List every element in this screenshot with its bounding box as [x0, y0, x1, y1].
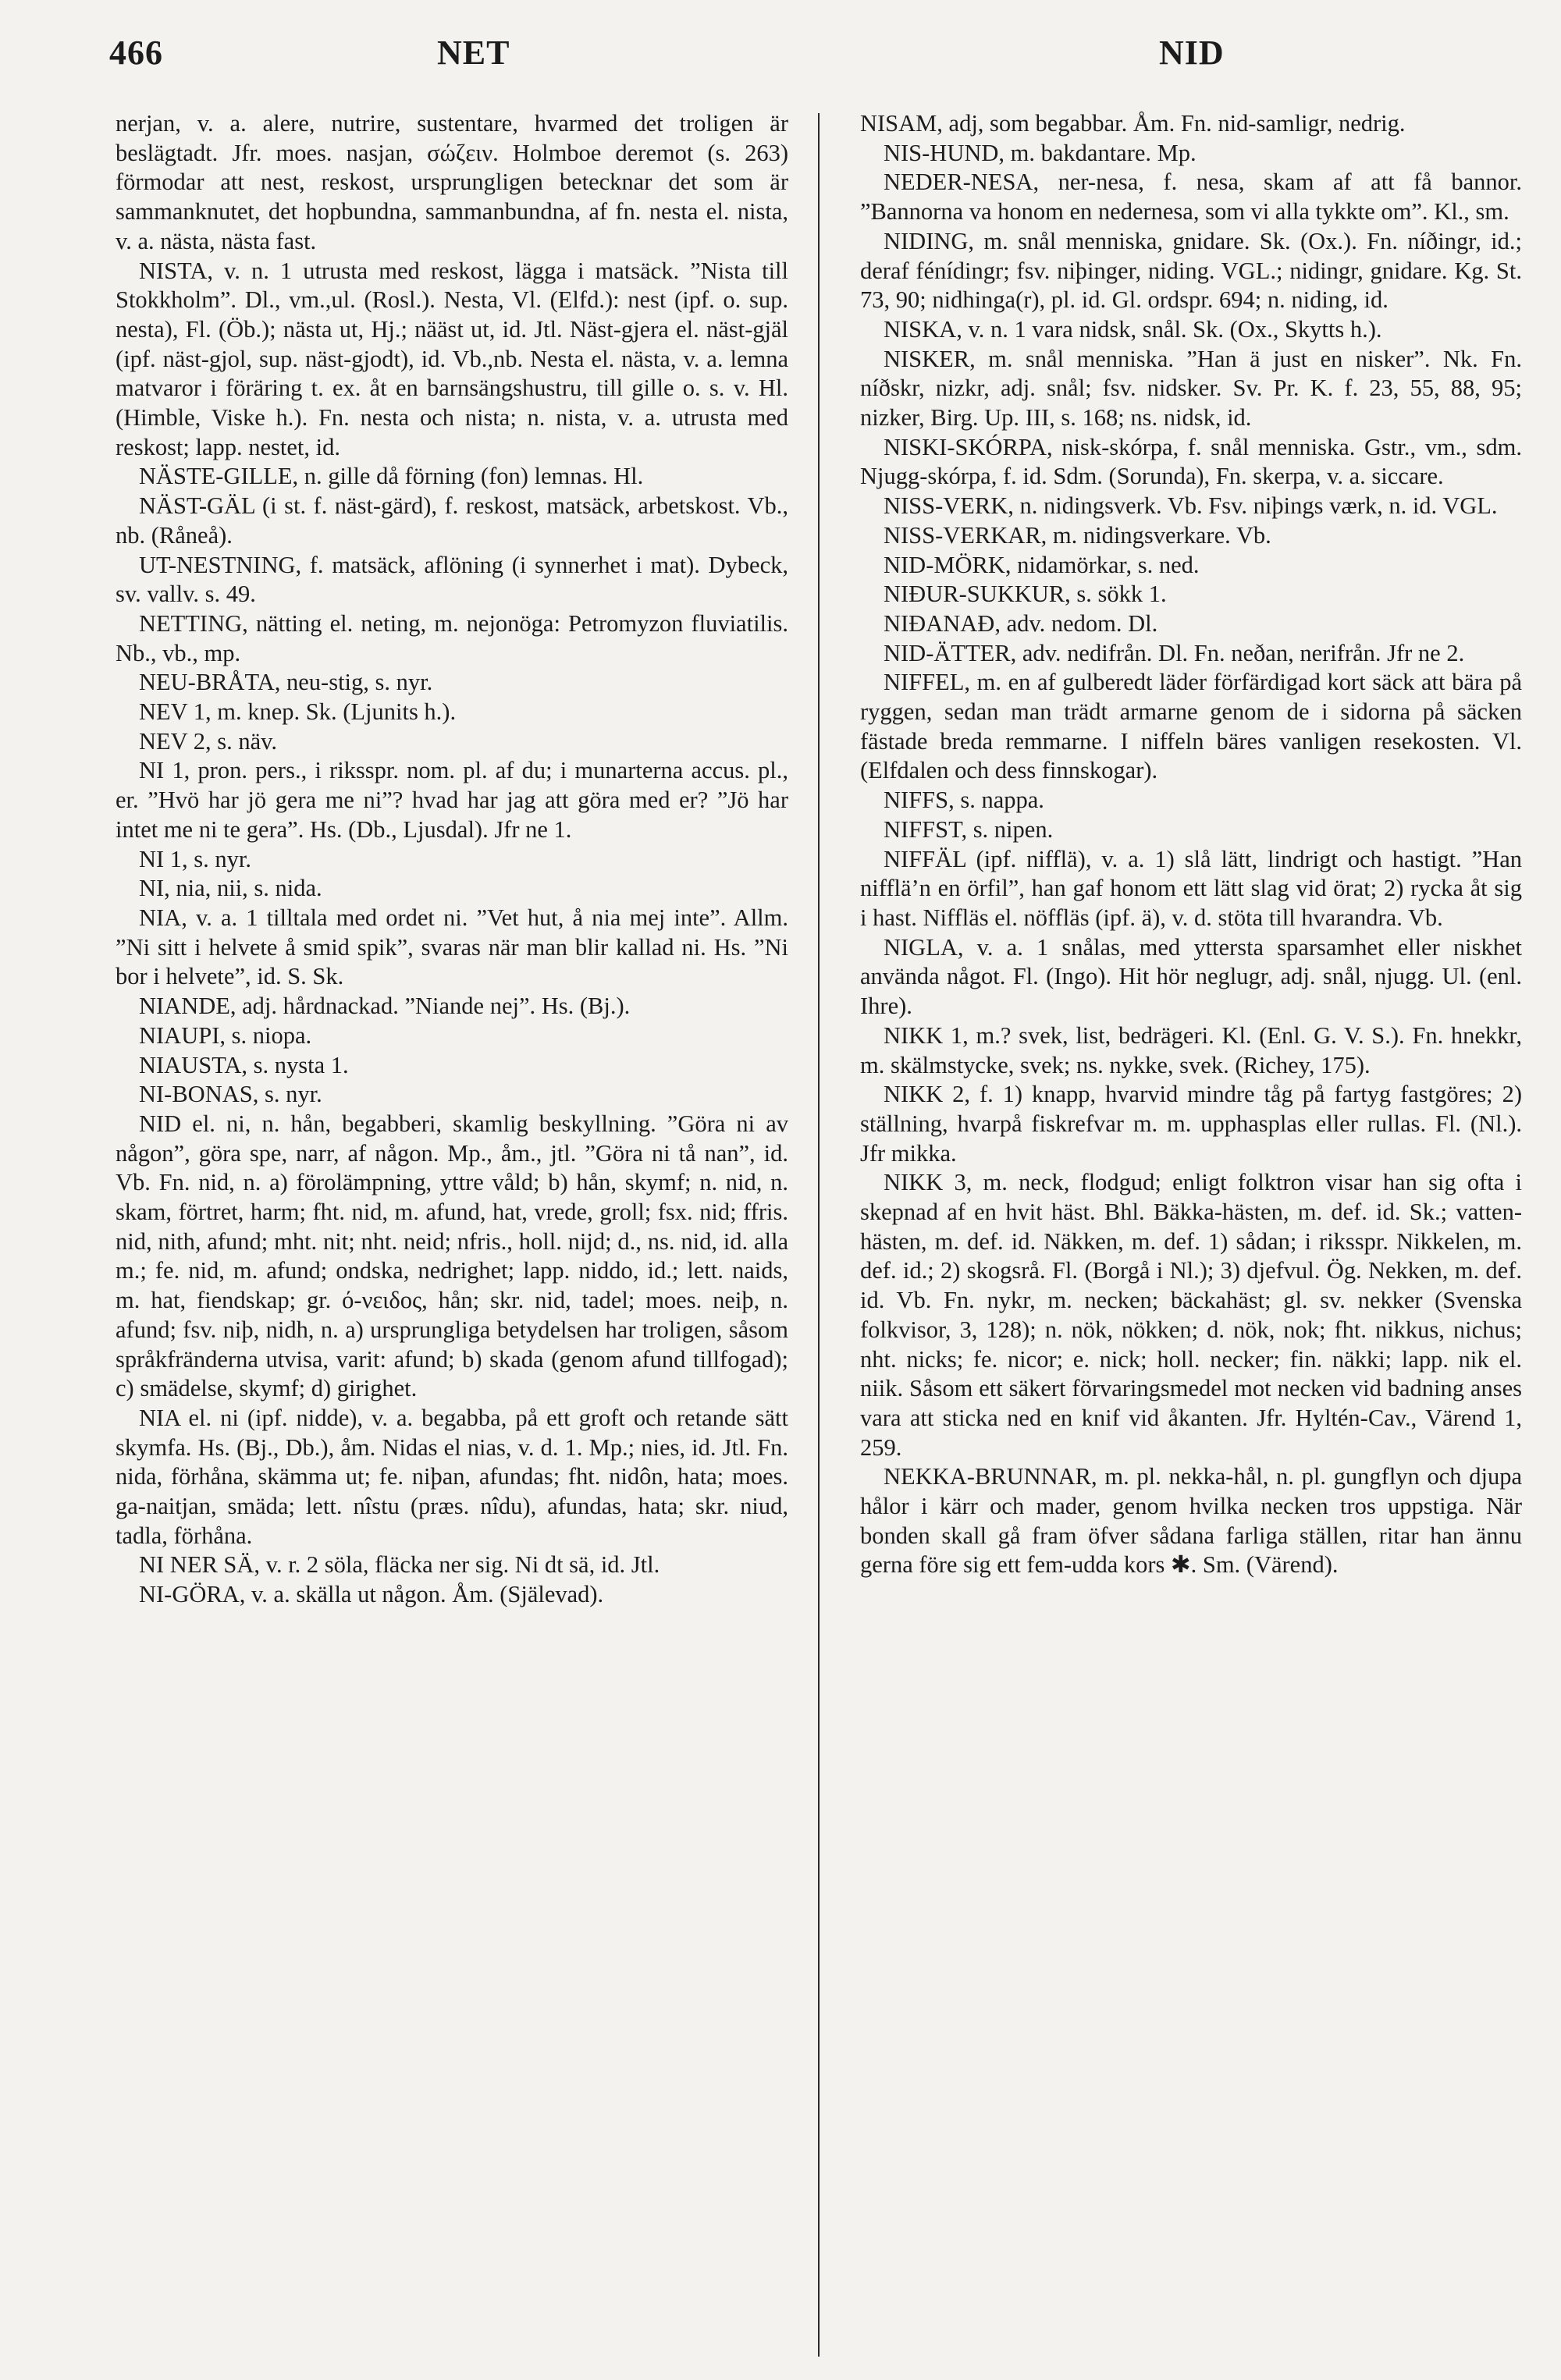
dictionary-entry: NI 1, pron. pers., i riksspr. nom. pl. af du; i munarterna accus. pl., er. ”Hvö har jö gera me ni”? hvad har jag att göra med er? ”Jö har intet me ni te gera”. Hs. (Db., Ljusdal). Jfr ne 1.: [116, 757, 788, 843]
dictionary-entry: NI 1, s. nyr.: [139, 845, 252, 872]
dictionary-entry: NI-GÖRA, v. a. skälla ut någon. Åm. (Själevad).: [139, 1581, 604, 1608]
dictionary-entry: NIFFST, s. nipen.: [884, 815, 1054, 843]
dictionary-entry: NID-MÖRK, nidamörkar, s. ned.: [884, 551, 1200, 578]
dictionary-entry: NETTING, nätting el. neting, m. nejonöga: Petromyzon fluviatilis. Nb., vb., mp.: [116, 609, 788, 666]
dictionary-entry: NIA el. ni (ipf. nidde), v. a. begabba, på ett groft och retande sätt skymfa. Hs. (Bj., Db.), åm. Nidas el nias, v. d. 1. Mp.; nies, id. Jtl. Fn. nida, förhåna, skämma ut; fe. niþan, afundas; fht. nidôn, hata; moes. ga-naitjan, smäda; lett. nîstu (præs. nîdu), afundas, hata; skr. niud, tadla, förhåna.: [116, 1404, 788, 1549]
left-column: [116, 109, 788, 1610]
dictionary-entry: NISKER, m. snål menniska. ”Han ä just en nisker”. Nk. Fn. níðskr, nizkr, adj. snål; fsv. nidsker. Sv. Pr. K. f. 23, 55, 88, 95; nizker, Birg. Up. III, s. 168; ns. nidsk, id.: [860, 345, 1522, 432]
dictionary-entry: NEKKA-BRUNNAR, m. pl. nekka-hål, n. pl. gungflyn och djupa hålor i kärr och mader, genom hvilka necken tros uppstiga. När bonden skall gå fram öfver sådana farliga ställen, ritar han ännu gerna före sig ett fem-udda kors ✱. Sm. (Värend).: [860, 1463, 1522, 1579]
dictionary-entry: NISAM, adj, som begabbar. Åm. Fn. nid-samligr, nedrig.: [860, 110, 1406, 137]
dictionary-entry: NID-ÄTTER, adv. nedifrån. Dl. Fn. neðan, nerifrån. Jfr ne 2.: [884, 639, 1465, 666]
dictionary-entry: NIKK 3, m. neck, flodgud; enligt folktron visar han sig ofta i skepnad af en hvit häst. Bhl. Bäkka-hästen, m. def. id. Sk.; vatten-hästen, m. def. id. Näkken, m. def. 1) sådan; i riksspr. Nikkelen, m. def. id.; 2) skogsrå. Fl. (Borgå i Nl.); 3) djefvul. Ög. Nekken, m. def. id. Vb. Fn. nykr, m. necken; bäckahäst; gl. sv. nekker (Svenska folkvisor, 3, 128); n. nök, nökken; d. nök, nok; fht. nikkus, nichus; nht. nicks; fe. nicor; e. nick; holl. necker; fin. näkki; lapp. nik el. niik. Såsom ett säkert förvaringsmedel mot necken vid badning anses vara att sticka ned en knif vid åkanten. Jfr. Hyltén-Cav., Värend 1, 259.: [860, 1169, 1522, 1461]
dictionary-entry: NIFFEL, m. en af gulberedt läder förfärdigad kort säck att bära på ryggen, sedan man trädt armarne genom de i sidorna på säcken fästade breda remmarne. I niffeln bäres vanligen resekosten. Vl. (Elfdalen och dess finnskogar).: [860, 669, 1522, 784]
left-running-head: NET: [437, 34, 510, 72]
dictionary-entry: NIKK 1, m.? svek, list, bedrägeri. Kl. (Enl. G. V. S.). Fn. hnekkr, m. skälmstycke, svek; ns. nykke, svek. (Richey, 175).: [860, 1021, 1522, 1078]
dictionary-entry: NIÐUR-SUKKUR, s. sökk 1.: [884, 581, 1167, 608]
dictionary-entry: NEDER-NESA, ner-nesa, f. nesa, skam af att få bannor. ”Bannorna va honom en nedernesa, som vi alla tykkte om”. Kl., sm.: [860, 169, 1522, 226]
dictionary-entry: NIKK 2, f. 1) knapp, hvarvid mindre tåg på fartyg fastgöres; 2) ställning, hvarpå fiskrefvar m. m. upphasplas eller rullas. Fl. (Nl.). Jfr mikka.: [860, 1081, 1522, 1167]
dictionary-entry: NISS-VERK, n. nidingsverk. Vb. Fsv. niþings værk, n. id. VGL.: [884, 492, 1498, 520]
dictionary-entry: NISTA, v. n. 1 utrusta med reskost, lägga i matsäck. ”Nista till Stokkholm”. Dl., vm.,ul. (Rosl.). Nesta, Vl. (Elfd.): nest (ipf. o. sup. nesta), Fl. (Öb.); nästa ut, Hj.; nääst ut, id. Jtl. Näst-gjera el. näst-gjäl (ipf. näst-gjol, sup. näst-gjodt), id. Vb.,nb. Nesta el. nästa, v. a. lemna matvaror i föräring t. ex. åt en barnsängshustru, till gille o. s. v. Hl. (Himble, Viske h.). Fn. nesta och nista; n. nista, v. a. utrusta med reskost; lapp. nestet, id.: [116, 257, 788, 460]
dictionary-entry: NIS-HUND, m. bakdantare. Mp.: [884, 139, 1197, 166]
column-divider: [818, 113, 820, 2357]
dictionary-entry: UT-NESTNING, f. matsäck, aflöning (i synnerhet i mat). Dybeck, sv. vallv. s. 49.: [116, 551, 788, 608]
page-number: 466: [109, 34, 163, 72]
dictionary-entry: NÄSTE-GILLE, n. gille då förning (fon) lemnas. Hl.: [139, 463, 644, 490]
dictionary-entry: NIDING, m. snål menniska, gnidare. Sk. (Ox.). Fn. níðingr, id.; deraf fénídingr; fsv. niþinger, niding. VGL.; nidingr, gnidare. Kg. St. 73, 90; nidhinga(r), pl. id. Gl. ordspr. 694; n. niding, id.: [860, 227, 1522, 314]
dictionary-entry: NIAUSTA, s. nysta 1.: [139, 1051, 349, 1078]
dictionary-entry: NIFFÄL (ipf. nifflä), v. a. 1) slå lätt, lindrigt och hastigt. ”Han nifflä’n en örfil”, han gaf honom ett lätt slag vid örat; 2) rycka åt sig i hast. Niffläs el. nöffläs (ipf. ä), v. d. stöta till hvarandra. Vb.: [860, 845, 1522, 931]
dictionary-entry: NISKI-SKÓRPA, nisk-skórpa, f. snål menniska. Gstr., vm., sdm. Njugg-skórpa, f. id. Sdm. (Sorunda), Fn. skerpa, v. a. siccare.: [860, 433, 1522, 490]
dictionary-entry: NI NER SÄ, v. r. 2 söla, fläcka ner sig. Ni dt sä, id. Jtl.: [139, 1551, 660, 1579]
dictionary-entry: NIAUPI, s. niopa.: [139, 1021, 312, 1049]
dictionary-entry: NI, nia, nii, s. nida.: [139, 875, 322, 902]
dictionary-entry: NÄST-GÄL (i st. f. näst-gärd), f. reskost, matsäck, arbetskost. Vb., nb. (Råneå).: [116, 492, 788, 549]
dictionary-entry: NEV 2, s. näv.: [139, 727, 278, 755]
dictionary-entry: NEU-BRÅTA, neu-stig, s. nyr.: [139, 669, 433, 696]
dictionary-entry: NI-BONAS, s. nyr.: [139, 1081, 322, 1108]
dictionary-entry: NID el. ni, n. hån, begabberi, skamlig beskyllning. ”Göra ni av någon”, göra spe, narr, af någon. Mp., åm., jtl. ”Göra ni tå nan”, id. Vb. Fn. nid, n. a) förolämpning, yttre våld; b) hån, skymf; n. nid, n. skam, förtret, harm; fht. nid, m. afund, hat, vrede, groll; fsx. nid; ffris. nid, nith, afund; mht. nit; nht. neid; nfris., holl. nijd; d., ns. nid, id. alla m.; fe. nid, m. afund; ondska, nedrighet; lapp. niddo, id.; lett. naids, m. hat, fiendskap; gr. ό-νειδος, hån; skr. nid, tadel; moes. neiþ, n. afund; fsv. niþ, nidh, n. a) ursprungliga betydelsen har troligen, såsom språkfränderna utvisa, varit: afund; b) skada (genom afund tillfogad); c) smädelse, skymf; d) girighet.: [116, 1110, 788, 1402]
dictionary-entry: nerjan, v. a. alere, nutrire, sustentare, hvarmed det troligen är beslägtadt. Jfr. moes. nasjan, σώζειν. Holmboe deremot (s. 263) förmodar att nest, reskost, ursprungligen betecknar det som är sammanknutet, det hopbundna, sammanbundna, af fn. nesta el. nista, v. a. nästa, nästa fast.: [116, 110, 788, 254]
dictionary-entry: NIÐANAÐ, adv. nedom. Dl.: [884, 609, 1158, 637]
dictionary-entry: NISS-VERKAR, m. nidingsverkare. Vb.: [884, 521, 1271, 549]
right-column: [860, 109, 1522, 1580]
dictionary-entry: NEV 1, m. knep. Sk. (Ljunits h.).: [139, 698, 457, 726]
right-running-head: NID: [1159, 34, 1225, 72]
dictionary-entry: NIFFS, s. nappa.: [884, 787, 1044, 814]
page-header: [109, 33, 1514, 80]
dictionary-entry: NIGLA, v. a. 1 snålas, med yttersta sparsamhet eller niskhet använda något. Fl. (Ingo). Hit hör neglugr, adj. snål, njugg. Ul. (enl. Ihre).: [860, 933, 1522, 1020]
dictionary-entry: NIANDE, adj. hårdnackad. ”Niande nej”. Hs. (Bj.).: [139, 993, 631, 1020]
dictionary-entry: NIA, v. a. 1 tilltala med ordet ni. ”Vet hut, å nia mej inte”. Allm. ”Ni sitt i helvete å smid spik”, svaras när man blir kallad ni. Hs. ”Ni bor i helvete”, id. S. Sk.: [116, 904, 788, 990]
dictionary-entry: NISKA, v. n. 1 vara nidsk, snål. Sk. (Ox., Skytts h.).: [884, 315, 1382, 343]
